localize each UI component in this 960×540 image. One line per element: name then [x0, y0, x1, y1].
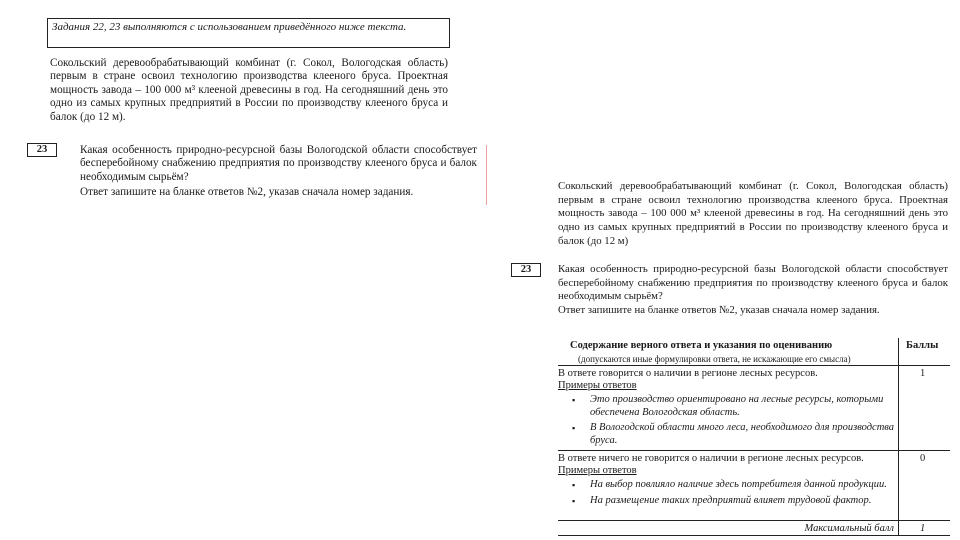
answer-task-instruction: Ответ запишите на бланке ответов №2, указав сначала номер задания. — [558, 304, 880, 316]
row-2-examples-list — [558, 479, 896, 507]
max-score-label: Максимальный балл — [804, 523, 894, 534]
answer-task-number-box: 23 — [511, 263, 541, 277]
row-2-examples-label: Примеры ответов — [558, 465, 637, 476]
table-column-divider — [898, 338, 899, 535]
row-1-examples-label: Примеры ответов — [558, 380, 637, 391]
row-1-example-2: ▪ В Вологодской области много леса, необходимого для производства бруса. — [558, 422, 896, 447]
table-header-note: (допускаются иные формулировки ответа, не искажающие его смысла) — [578, 354, 851, 364]
table-divider — [558, 520, 950, 521]
scoring-table — [558, 338, 950, 538]
task-question: Какая особенность природно-ресурсной базы Вологодской области способствует бесперебойному снабжению предприятия по производству клееного бруса и балок необходимым сырьём? — [80, 144, 477, 183]
table-divider — [558, 365, 950, 366]
row-1-examples-list — [558, 394, 896, 447]
page-divider-mark — [486, 145, 487, 205]
task-number-box: 23 — [27, 143, 57, 157]
task-instruction: Ответ запишите на бланке ответов №2, указав сначала номер задания. — [80, 186, 414, 198]
answer-task-question: Какая особенность природно-ресурсной базы Вологодской области способствует бесперебойному снабжению предприятия по производству клееного бруса и балок необходимым сырьём? — [558, 263, 948, 303]
row-2-points: 0 — [920, 453, 926, 464]
table-header-content: Содержание верного ответа и указания по оцениванию — [570, 340, 833, 351]
table-divider — [558, 450, 950, 451]
table-bottom-border — [558, 535, 950, 536]
source-passage: Сокольский деревообрабатывающий комбинат (г. Сокол, Вологодская область) первым в стране освоил технологию производства клееного бруса. Проектная мощность завода – 100 000 м³ клееной древесины в год. На сегодняшний день это одно из самых крупных предприятий в России по производству клееного бруса и балок (до 12 м). — [50, 57, 448, 123]
row-2-criteria: В ответе ничего не говорится о наличии в регионе лесных ресурсов. — [558, 453, 864, 464]
task-header-text: Задания 22, 23 выполняются с использованием приведённого ниже текста. — [52, 21, 407, 33]
task-header-box — [47, 18, 450, 48]
table-header-points: Баллы — [906, 340, 939, 351]
row-1-criteria: В ответе говорится о наличии в регионе лесных ресурсов. — [558, 368, 818, 379]
row-2-example-1: ▪ На выбор повлияло наличие здесь потребителя данной продукции. — [558, 479, 896, 492]
row-1-points: 1 — [920, 368, 926, 379]
answer-source-passage: Сокольский деревообрабатывающий комбинат (г. Сокол, Вологодская область) первым в стране освоил технологию производства клееного бруса. Проектная мощность завода – 100 000 м³ клееной древесины в год. На сегодняшний день это одно из самых крупных предприятий в России по производству клееного бруса и балок (до 12 м) — [558, 180, 948, 247]
row-1-example-1: ▪ Это производство ориентировано на лесные ресурсы, которыми обеспечена Вологодская область. — [558, 394, 896, 419]
max-score-value: 1 — [920, 523, 926, 534]
row-2-example-2: ▪ На размещение таких предприятий влияет трудовой фактор. — [558, 495, 896, 508]
